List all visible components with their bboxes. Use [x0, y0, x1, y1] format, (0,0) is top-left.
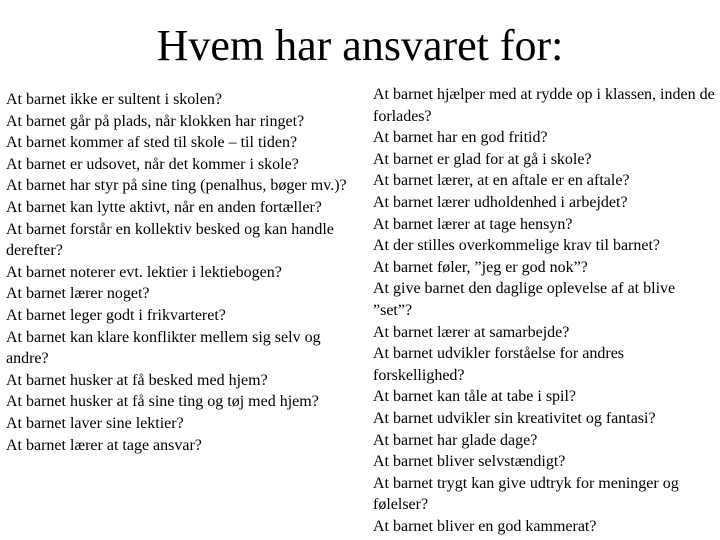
left-question-list [6, 89, 356, 456]
list-item: At barnet forstår en kollektiv besked og kan handle derefter? [6, 220, 334, 260]
right-question-list [373, 84, 718, 537]
list-item: At barnet lærer at samarbejde? [373, 323, 570, 341]
list-item: At barnet kommer af sted til skole – til tiden? [6, 134, 298, 152]
list-item: At barnet trygt kan give udtryk for meninger og følelser? [373, 474, 679, 514]
slide-title: Hvem har ansvaret for: [156, 21, 564, 70]
list-item: At barnet udvikler sin kreativitet og fantasi? [373, 409, 656, 427]
list-item: At barnet føler, ”jeg er god nok”? [373, 258, 588, 276]
list-item: At barnet udvikler forståelse for andres forskellighed? [373, 345, 625, 384]
list-item: At barnet går på plads, når klokken har ringet? [6, 112, 305, 130]
list-item: At barnet har styr på sine ting (penalhus, bøger mv.)? [6, 177, 347, 195]
list-item: At barnet lærer udholdenhed i arbejdet? [373, 193, 628, 211]
list-item: At barnet har glade dage? [373, 431, 538, 449]
list-item: At barnet husker at få sine ting og tøj med hjem? [6, 393, 319, 411]
list-item: At barnet kan tåle at tabe i spil? [373, 388, 577, 406]
list-item: At barnet hjælper med at rydde op i klassen, inden de forlades? [373, 86, 715, 125]
list-item: At barnet lærer, at en aftale er en aftale? [373, 172, 630, 190]
list-item: At barnet lærer at tage hensyn? [373, 215, 573, 233]
list-item: At barnet husker at få besked med hjem? [6, 371, 268, 389]
list-item: At barnet noterer evt. lektier i lektiebogen? [6, 263, 282, 281]
list-item: At barnet har en god fritid? [373, 129, 548, 147]
list-item: At barnet leger godt i frikvarteret? [6, 306, 226, 324]
list-item: At barnet kan lytte aktivt, når en anden fortæller? [6, 198, 322, 216]
list-item: At barnet er udsovet, når det kommer i skole? [6, 155, 299, 173]
list-item: At barnet lærer noget? [6, 285, 150, 303]
list-item: At barnet bliver en god kammerat? [373, 517, 597, 535]
list-item: At barnet ikke er sultent i skolen? [6, 91, 222, 108]
list-item: At give barnet den daglige oplevelse af at blive ”set”? [373, 280, 676, 319]
list-item: At barnet laver sine lektier? [6, 414, 184, 432]
list-item: At barnet lærer at tage ansvar? [6, 436, 202, 454]
list-item: At barnet bliver selvstændigt? [373, 453, 566, 471]
list-item: At barnet kan klare konflikter mellem sig selv og andre? [6, 328, 321, 368]
list-item: At der stilles overkommelige krav til barnet? [373, 237, 661, 255]
list-item: At barnet er glad for at gå i skole? [373, 150, 592, 168]
